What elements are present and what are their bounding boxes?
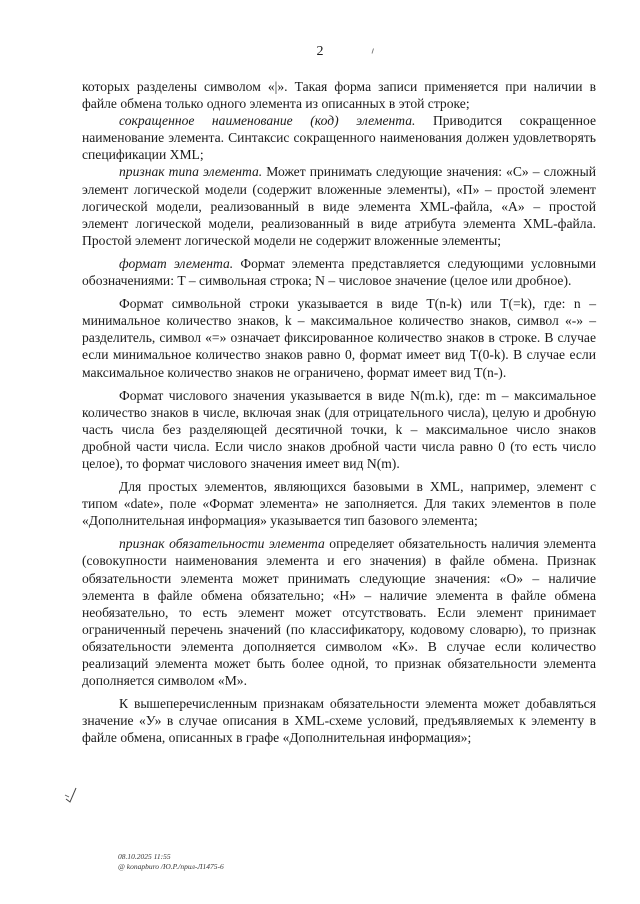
paragraph-text: Может принимать следующие значения: «С» – сложный элемент логической модели (содержит вложенные элементы), «П» – простой элемент логической модели, реализованный в виде элемента XML-файла, «А» – простой элемент логической модели, реализованный в виде атрибута элемента XML-файла. Простой элемент логической модели не содержит вложенные элементы; <box>82 164 596 248</box>
paragraph <box>82 295 596 380</box>
paragraph-text: Формат символьной строки указывается в виде T(n-k) или T(=k), где: n – минимальное количество знаков, k – максимальное количество знаков, символ «-» – разделитель, символ «=» означает фиксированное количество знаков в строке. В случае если минимальное количество знаков равно 0, формат имеет вид T(0-k). В случае если максимальное количество знаков не ограничено, формат имеет вид T(n-). <box>82 296 596 380</box>
paragraph <box>82 78 596 112</box>
footer-path: @ konapburo /Ю.Р./прил-Л1475-6 <box>118 862 224 871</box>
document-body <box>82 78 596 746</box>
paragraph-text: Для простых элементов, являющихся базовыми в XML, например, элемент с типом «date», поле «Формат элемента» не заполняется. Для таких элементов в поле «Дополнительная информация» указывается тип базового элемента; <box>82 479 596 529</box>
paragraph-text: Приводится сокращенное наименование элемента. Синтаксис сокращенного наименования должен удовлетворять спецификации XML; <box>82 113 596 163</box>
paragraph <box>82 478 596 529</box>
paragraph-text: Формат элемента представляется следующими условными обозначениями: T – символьная строка; N – числовое значение (целое или дробное). <box>82 255 596 289</box>
paragraph-term: признак обязательности элемента <box>119 536 325 552</box>
paragraph <box>82 695 596 746</box>
paragraph <box>82 255 596 289</box>
paragraph <box>82 387 596 472</box>
handwritten-mark <box>64 786 78 804</box>
footer-stamp <box>118 852 224 872</box>
paragraph-term: сокращенное наименование (код) элемента. <box>119 113 416 129</box>
paragraph-term: формат элемента. <box>119 255 234 271</box>
paragraph-term: признак типа элемента. <box>119 164 263 180</box>
paragraph-text: К вышеперечисленным признакам обязательности элемента может добавляться значение «У» в случае описания в XML-схеме условий, предъявляемых к элементу в файле обмена, описанных в графе «Дополнительная информация»; <box>82 696 596 746</box>
paragraph-text: Формат числового значения указывается в виде N(m.k), где: m – максимальное количество знаков в числе, включая знак (для отрицательного числа), целую и дробную часть числа без разделяющей десятичной точки, k – максимальное число знаков дробной части числа. Если число знаков дробной части числа равно 0 (то есть число целое), то формат числового значения имеет вид N(m). <box>82 387 596 471</box>
scan-mark <box>371 48 375 54</box>
footer-datetime: 08.10.2025 11:55 <box>118 852 171 861</box>
page-number: 2 <box>316 44 324 59</box>
paragraph <box>82 535 596 689</box>
paragraph <box>82 163 596 248</box>
paragraph <box>82 112 596 163</box>
paragraph-text: определяет обязательность наличия элемента (совокупности наименования элемента и его значения) в файле обмена. Признак обязательности элемента может принимать следующие значения: «О» – наличие элемента в файле обмена обязательно; «Н» – наличие элемента в файле обмена необязательно, то есть элемент может отсутствовать. Если элемент принимает ограниченный перечень значений (по классификатору, кодовому словарю), то признак обязательности элемента дополняется символом «К». В случае если количество реализаций элемента может быть более одной, то признак обязательности элемента дополняется символом «М». <box>82 536 596 689</box>
paragraph-text: которых разделены символом «|». Такая форма записи применяется при наличии в файле обмена только одного элемента из описанных в этой строке; <box>82 79 596 112</box>
